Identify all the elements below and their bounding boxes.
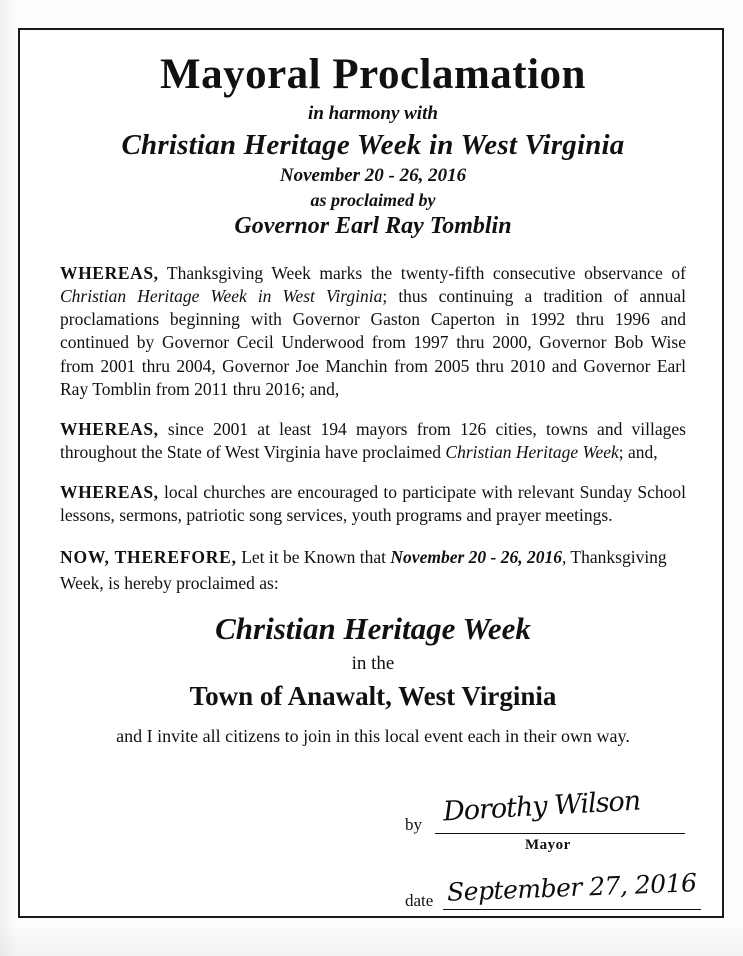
whereas-clause-3 bbox=[60, 481, 686, 527]
whereas-clause-2 bbox=[60, 418, 686, 464]
whereas-lead-2: WHEREAS, bbox=[60, 418, 159, 439]
whereas-text-2a: since 2001 at least 194 mayors from 126 cities, towns and villages throughout the State of West Virginia have proclaimed bbox=[60, 418, 686, 462]
now-therefore-clause bbox=[60, 544, 686, 597]
scan-edge-shadow-left bbox=[0, 0, 18, 956]
signature-date: September 27, 2016 bbox=[446, 867, 697, 907]
mayor-signature: Dorothy Wilson bbox=[442, 785, 641, 828]
page-title: Mayoral Proclamation bbox=[160, 51, 586, 98]
event-title: Christian Heritage Week in West Virginia bbox=[121, 129, 625, 162]
whereas-text-1a: Thanksgiving Week marks the twenty-fifth consecutive observance of bbox=[158, 263, 686, 284]
signature-role-label: Mayor bbox=[525, 836, 571, 853]
date-line bbox=[443, 909, 701, 911]
whereas-italic-1: Christian Heritage Week in West Virginia bbox=[60, 286, 383, 307]
now-therefore-text-a: Let it be Known that bbox=[236, 547, 391, 568]
whereas-lead-1: WHEREAS, bbox=[60, 263, 159, 284]
event-dates: November 20 - 26, 2016 bbox=[279, 165, 467, 187]
whereas-clause-1 bbox=[60, 262, 686, 401]
signature-block bbox=[60, 765, 697, 935]
invitation-line: and I invite all citizens to join in this local event each in their own way. bbox=[116, 725, 630, 746]
municipality-name: Town of Anawalt, West Virginia bbox=[189, 680, 557, 711]
now-therefore-text-b: , Thanksgiving Week, is hereby proclaimed as: bbox=[60, 547, 667, 594]
as-proclaimed-by-line: as proclaimed by bbox=[310, 190, 436, 211]
document-border bbox=[18, 28, 724, 918]
document-body bbox=[60, 51, 697, 935]
governor-name: Governor Earl Ray Tomblin bbox=[234, 213, 512, 240]
signature-line bbox=[435, 833, 685, 835]
whereas-text-1b: ; thus continuing a tradition of annual proclamations beginning with Governor Gaston Caperton in 1992 thru 1996 and continued by Governor Cecil Underwood from 1997 thru 2000, Governor Bob Wise from 2001 thru 2004, Governor Joe Manchin from 2005 thru 2010 and Governor Earl Ray Tomblin from 2011 thru 2016; and, bbox=[60, 286, 686, 399]
whereas-italic-2: Christian Heritage Week bbox=[445, 441, 619, 462]
now-therefore-date: November 20 - 26, 2016 bbox=[390, 547, 562, 568]
date-label: date bbox=[405, 890, 434, 910]
in-harmony-with-line: in harmony with bbox=[308, 103, 438, 125]
now-therefore-lead: NOW, THEREFORE, bbox=[60, 547, 237, 568]
whereas-text-3a: local churches are encouraged to participate with relevant Sunday School lessons, sermons, patriotic song services, youth programs and prayer meetings. bbox=[60, 481, 686, 525]
proclaimed-name: Christian Heritage Week bbox=[215, 610, 531, 646]
whereas-text-2b: ; and, bbox=[618, 441, 658, 462]
in-the-label: in the bbox=[351, 652, 395, 674]
signature-by-label: by bbox=[405, 814, 422, 834]
whereas-lead-3: WHEREAS, bbox=[60, 481, 159, 502]
